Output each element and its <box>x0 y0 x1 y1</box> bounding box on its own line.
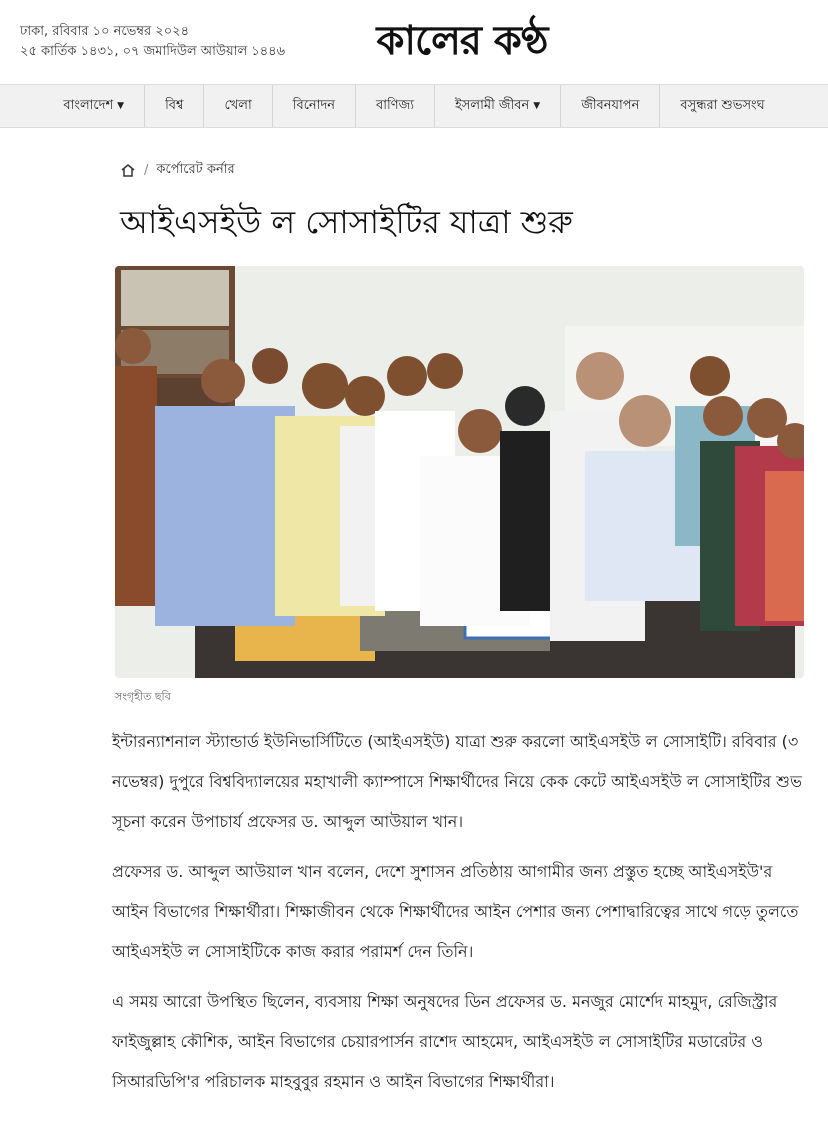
breadcrumb-separator: / <box>144 163 149 178</box>
main-nav <box>0 84 828 128</box>
home-icon[interactable] <box>120 163 136 178</box>
photo-caption: সংগৃহীত ছবি <box>115 690 171 703</box>
nav-item-islamic-life[interactable]: ইসলামী জীবন ▼ <box>435 85 561 127</box>
date-hijri: ২৫ কার্তিক ১৪৩১, ০৭ জমাদিউল আউয়াল ১৪৪৬ <box>20 44 286 59</box>
article-paragraph: এ সময় আরো উপস্থিত ছিলেন, ব্যবসায় শিক্ষা অনুষদের ডিন প্রফেসর ড. মনজুর মোর্শেদ মাহমুদ, রেজিস্ট্রার ফাইজুল্লাহ কৌশিক, আইন বিভাগের চেয়ারপার্সন রাশেদ আহমেদ, আইএসইউ ল সোসাইটির মডারেটর ও সিআরডিপি'র পরিচালক মাহবুবুর রহমান ও আইন বিভাগের শিক্ষার্থীরা। <box>112 992 778 1091</box>
article-body <box>112 722 812 1112</box>
group-of-people <box>115 328 804 641</box>
article-paragraph: প্রফেসর ড. আব্দুল আউয়াল খান বলেন, দেশে সুশাসন প্রতিষ্ঠায় আগামীর জন্য প্রস্তুত হচ্ছে আইএসইউ'র আইন বিভাগের শিক্ষার্থীরা। শিক্ষাজীবন থেকে শিক্ষার্থীদের আইন পেশার জন্য পেশাদ্বারিত্বের সাথে গড়ে তুলতে আইএসইউ ল সোসাইটিকে কাজ করার পরামর্শ দেন তিনি। <box>112 862 799 961</box>
chevron-down-icon: ▼ <box>533 101 541 111</box>
nav-item-lifestyle[interactable]: জীবনযাপন <box>561 85 660 127</box>
chevron-down-icon: ▼ <box>117 101 125 111</box>
nav-item-sports[interactable]: খেলা <box>204 85 272 127</box>
article-photo <box>115 266 804 678</box>
article-paragraph: ইন্টারন্যাশনাল স্ট্যান্ডার্ড ইউনিভার্সিটিতে (আইএসইউ) যাত্রা শুরু করলো আইএসইউ ল সোসাইটি। রবিবার (৩ নভেম্বর) দুপুরে বিশ্ববিদ্যালয়ের মহাখালী ক্যাম্পাসে শিক্ষার্থীদের নিয়ে কেক কেটে আইএসইউ ল সোসাইটির শুভ সূচনা করেন উপাচার্য প্রফেসর ড. আব্দুল আউয়াল খান। <box>112 732 802 831</box>
nav-item-entertainment[interactable]: বিনোদন <box>273 85 356 127</box>
breadcrumb-section[interactable]: কর্পোরেট কর্নার <box>156 162 235 177</box>
nav-item-shuvosangho[interactable]: বসুন্ধরা শুভসংঘ <box>680 97 765 113</box>
site-header <box>0 0 828 84</box>
dateline <box>20 22 285 62</box>
nav-item-bangladesh[interactable]: বাংলাদেশ ▼ <box>43 85 145 127</box>
date-bangla: ঢাকা, রবিবার ১০ নভেম্বর ২০২৪ <box>20 24 190 39</box>
nav-item-world[interactable]: বিশ্ব <box>145 85 204 127</box>
nav-item-business[interactable]: বাণিজ্য <box>356 85 435 127</box>
site-logo[interactable]: কালের কণ্ঠ <box>376 17 548 64</box>
breadcrumb <box>120 160 235 181</box>
article-title: আইএসইউ ল সোসাইটির যাত্রা শুরু <box>120 203 573 241</box>
